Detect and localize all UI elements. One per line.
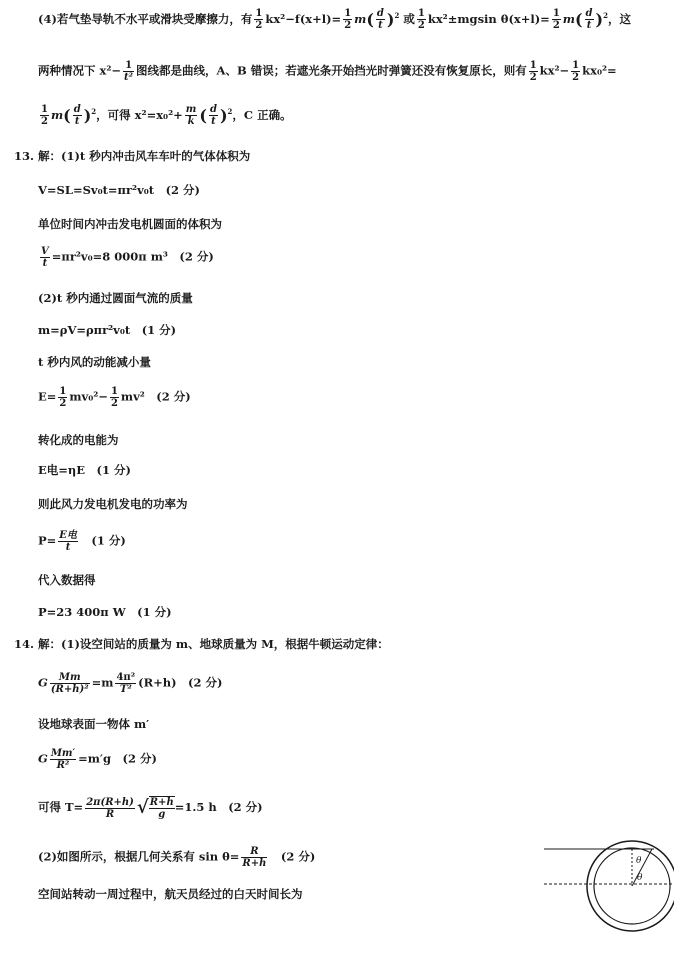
m-var-2: m — [562, 11, 575, 26]
q14-eq2 — [38, 748, 157, 771]
eq1-b: =m — [91, 675, 114, 690]
frac-d-t: $\frac{d}{t}$ — [376, 8, 384, 32]
eq6-b: (1 分) — [79, 533, 126, 548]
eq1-g: G — [38, 675, 48, 690]
q14-heading: 14. 解：(1)设空间站的质量为 m、地球质量为 M，根据牛顿运动定律： — [14, 637, 389, 651]
frac-half-8: $\frac{1}{2}$ — [59, 386, 67, 409]
p4-lead: (4)若气垫导轨不水平或滑块受摩擦力，有 — [38, 11, 253, 26]
frac-mm-rh2: $\frac{Mm}{\text{(R+h)²}}$ — [50, 672, 89, 695]
line2-b: 图线都是曲线，A、B 错误；若遮光条开始挡光时弹簧还没有恢复原长，则有 — [136, 63, 527, 78]
orbit-diagram — [544, 838, 674, 946]
q13-eq4 — [38, 386, 191, 409]
q14-text2: 设地球表面一物体 m′ — [38, 717, 150, 731]
sqrt-expr: √ $\frac{R+h}{g}$ — [136, 797, 174, 820]
p4-tail: ，这 — [608, 11, 631, 26]
eq2-rest: =πr²v₀=8 000π m³ (2 分) — [51, 249, 214, 264]
p4-line1: (4)若气垫导轨不水平或滑块受摩擦力，有 $\frac{1}{2}$ kx²−f(x+l)= $\frac{1}{2}$ m( $\frac{d}{t}$ )$^2$ 或 $\frac{1}{2}$ kx²±mgsin θ(x+l)= $\frac{1}{2}$ m( $\frac{d}{t}$ )$^2$，这 — [38, 8, 631, 32]
q13-text3: (2)t 秒内通过圆面气流的质量 — [38, 291, 193, 305]
q13-eq2 — [38, 246, 214, 269]
q14-eq1 — [38, 672, 222, 695]
q13-text4: t 秒内风的动能减小量 — [38, 355, 151, 369]
frac-v-t: $\frac{V}{t}$ — [41, 246, 49, 269]
frac-half: $\frac{1}{2}$ — [255, 8, 263, 32]
q13-eq1: V=SL=Sv₀t=πr²v₀t (2 分) — [38, 183, 200, 197]
eq3-a: 可得 T= — [38, 800, 84, 814]
line3-b: ，C 正确。 — [232, 107, 292, 122]
q13-eq7: P=23 400π W (1 分) — [38, 605, 172, 619]
eq2-g: G — [38, 751, 48, 766]
eq1-c: (R+h) (2 分) — [138, 675, 223, 690]
or-text: 或 — [403, 11, 415, 26]
eq4-a2: (2)如图所示，根据几何关系有 sin θ= — [38, 849, 240, 864]
frac-half-5: $\frac{1}{2}$ — [529, 60, 537, 83]
q13-eq3: m=ρV=ρπr²v₀t (1 分) — [38, 323, 177, 337]
q13-text2: 单位时间内冲击发电机圆面的体积为 — [38, 217, 222, 231]
frac-2pi-r: $\frac{2\pi(R+h)}{R}$ — [86, 796, 134, 820]
frac-4pi2-t2: $\frac{\text{4π²}}{\text{T²}}$ — [116, 672, 136, 695]
orbit-circle — [587, 841, 674, 931]
frac-d-t-3: $\frac{d}{t}$ — [73, 104, 81, 128]
frac-half-9: $\frac{1}{2}$ — [110, 386, 118, 409]
q13-eq6 — [38, 530, 126, 553]
q13-eq5: E电=ηE (1 分) — [38, 463, 131, 477]
frac-half-2: $\frac{1}{2}$ — [344, 8, 352, 32]
kx2: kx² — [265, 11, 286, 26]
eq2-b: =m′g (2 分) — [78, 751, 157, 766]
line2-c: kx²− — [539, 63, 570, 78]
q14-text5: 空间站转动一周过程中，航天员经过的白天时间长为 — [38, 887, 303, 901]
frac-m-k: $\frac{m}{k}$ — [185, 104, 197, 128]
theta-label-2: θ — [637, 873, 643, 883]
frac-r-rh: $\frac{R}{R+h}$ — [242, 846, 267, 869]
line3-a: ，可得 x²=x₀²+ — [96, 107, 183, 122]
q14-eq4 — [38, 846, 315, 869]
p4-line3: $\frac{1}{2}$ m( $\frac{d}{t}$ )$^2$，可得 x²=x₀²+ $\frac{m}{k}$ ( $\frac{d}{t}$ )$^2$，C 正确。 — [41, 104, 292, 128]
q13-text5: 转化成的电能为 — [38, 433, 119, 447]
frac-d-t-2: $\frac{d}{t}$ — [585, 8, 593, 32]
eq3-b: =1.5 h (2 分) — [174, 800, 263, 814]
eq4-b2: (2 分) — [269, 849, 316, 864]
frac-d-t-4: $\frac{d}{t}$ — [209, 104, 217, 128]
q14-eq3 — [38, 796, 263, 820]
frac-half-3: $\frac{1}{2}$ — [417, 8, 425, 32]
eq4-c: mv² (2 分) — [120, 389, 191, 404]
eq4-b: mv₀²− — [69, 389, 108, 404]
eq6-a: P= — [38, 533, 57, 548]
frac-half-7: $\frac{1}{2}$ — [41, 104, 48, 128]
q13-text6: 则此风力发电机发电的功率为 — [38, 497, 188, 511]
line2-a: 两种情况下 x²− — [38, 63, 122, 78]
frac-half-6: $\frac{1}{2}$ — [572, 60, 580, 83]
line2-d: kx₀²= — [582, 63, 617, 78]
q13-heading: 13. 解：(1)t 秒内冲击风车车叶的气体体积为 — [14, 149, 251, 163]
minus-f: −f(x+l)= — [285, 11, 342, 26]
p4-line2 — [38, 60, 617, 83]
q13-text7: 代入数据得 — [38, 573, 96, 587]
pm-expr: kx²±mgsin θ(x+l)= — [427, 11, 550, 26]
eq4-a: E= — [38, 389, 57, 404]
frac-mm-r2: $\frac{Mm'}{\text{R²}}$ — [50, 748, 76, 771]
theta-label-1: θ — [636, 856, 642, 866]
frac-1-t2: $\frac{1}{\text{t²}}$ — [124, 60, 134, 83]
m-var: m — [354, 11, 367, 26]
frac-e-t: $\frac{\text{E电}}{t}$ — [59, 530, 77, 553]
frac-half-4: $\frac{1}{2}$ — [552, 8, 560, 32]
